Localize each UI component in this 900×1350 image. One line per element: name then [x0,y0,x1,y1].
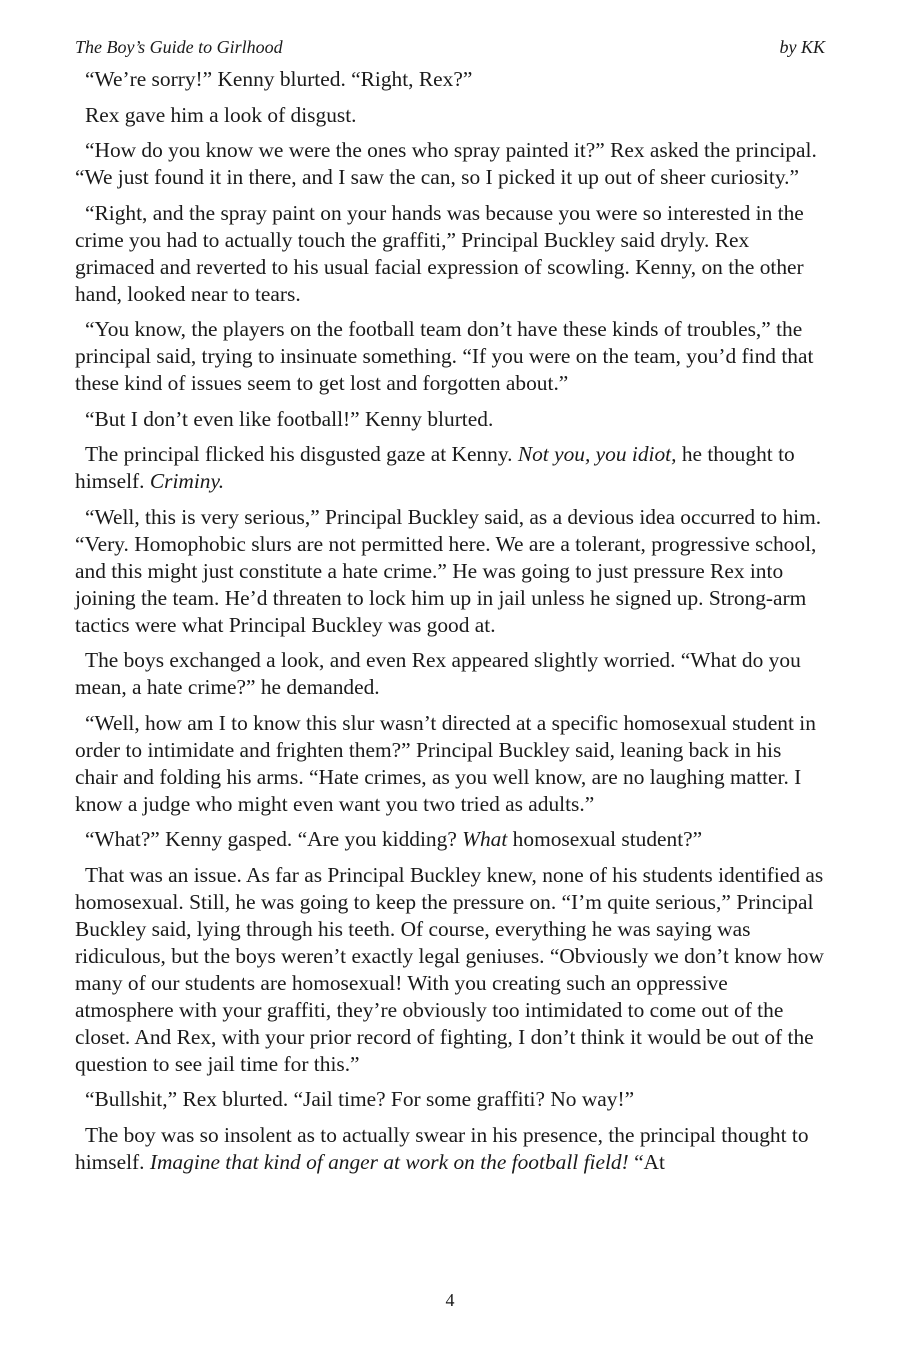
paragraph: “Right, and the spray paint on your hands was because you were so interested in the crime you had to actually touch the graffiti,” Principal Buckley said dryly. Rex grimaced and reverted to his usual facial expression of scowling. Kenny, on the other hand, looked near to tears. [75,200,804,306]
paragraph-text: he thought to himself. [75,442,795,493]
paragraph: That was an issue. As far as Principal Buckley knew, none of his students identified as homosexual. Still, he was going to keep the pressure on. “I’m quite serious,” Principal Buckley said, lying through his teeth. Of course, everything he was saying was ridiculous, but the boys weren’t exactly legal geniuses. “Obviously we don’t know how many of our students are homosexual! With you creating such an oppressive atmosphere with your graffiti, they’re obviously too intimidated to come out of the closet. And Rex, with your prior record of fighting, I don’t think it would be out of the question to see jail time for this.” [75,862,824,1076]
italic-thought: Imagine that kind of anger at work on the football field! [149,1149,629,1174]
paragraph-text: The boy was so insolent as to actually swear in his presence, the principal thought to himself. [75,1122,809,1174]
paragraph: “Well, how am I to know this slur wasn’t directed at a specific homosexual student in order to intimidate and frighten them?” Principal Buckley said, leaning back in his chair and folding his arms. “Hate crimes, as you well know, are no laughing matter. I know a judge who might even want you two tried as adults.” [75,710,816,816]
paragraph: Rex gave him a look of disgust. [85,102,357,127]
running-header [75,34,825,60]
paragraph [75,1122,827,1176]
paragraph-text: “At [628,1149,665,1174]
paragraph: “Bullshit,” Rex blurted. “Jail time? For some graffiti? No way!” [85,1087,635,1111]
author-credit: by KK [779,37,825,57]
paragraph: The boys exchanged a look, and even Rex appeared slightly worried. “What do you mean, a hate crime?” he demanded. [75,648,801,699]
body-text [75,66,827,1184]
paragraph [75,826,827,853]
page-number: 4 [445,1290,455,1310]
italic-thought: Not you, you idiot, [517,442,677,466]
paragraph [75,441,827,495]
paragraph-text: “What?” Kenny gasped. “Are you kidding? [85,827,463,851]
italic-thought: Criminy. [149,469,225,493]
paragraph: “How do you know we were the ones who spray painted it?” Rex asked the principal. “We just found it in there, and I saw the can, so I picked it up out of sheer curiosity.” [75,138,817,189]
book-title: The Boy’s Guide to Girlhood [75,37,283,57]
paragraph: “We’re sorry!” Kenny blurted. “Right, Rex?” [85,67,473,91]
paragraph: “You know, the players on the football team don’t have these kinds of troubles,” the principal said, trying to insinuate something. “If you were on the team, you’d find that these kind of issues seem to get lost and forgotten about.” [75,317,814,395]
paragraph: “Well, this is very serious,” Principal Buckley said, as a devious idea occurred to him. “Very. Homophobic slurs are not permitted here. We are a tolerant, progressive school, and this might just constitute a hate crime.” He was going to just pressure Rex into joining the team. He’d threaten to lock him up in jail unless he signed up. Strong-arm tactics were what Principal Buckley was good at. [75,504,822,637]
paragraph: “But I don’t even like football!” Kenny blurted. [85,406,494,431]
paragraph-text: The principal flicked his disgusted gaze at Kenny. [85,442,518,466]
paragraph-text: homosexual student?” [507,827,703,851]
italic-emphasis: What [462,827,508,851]
